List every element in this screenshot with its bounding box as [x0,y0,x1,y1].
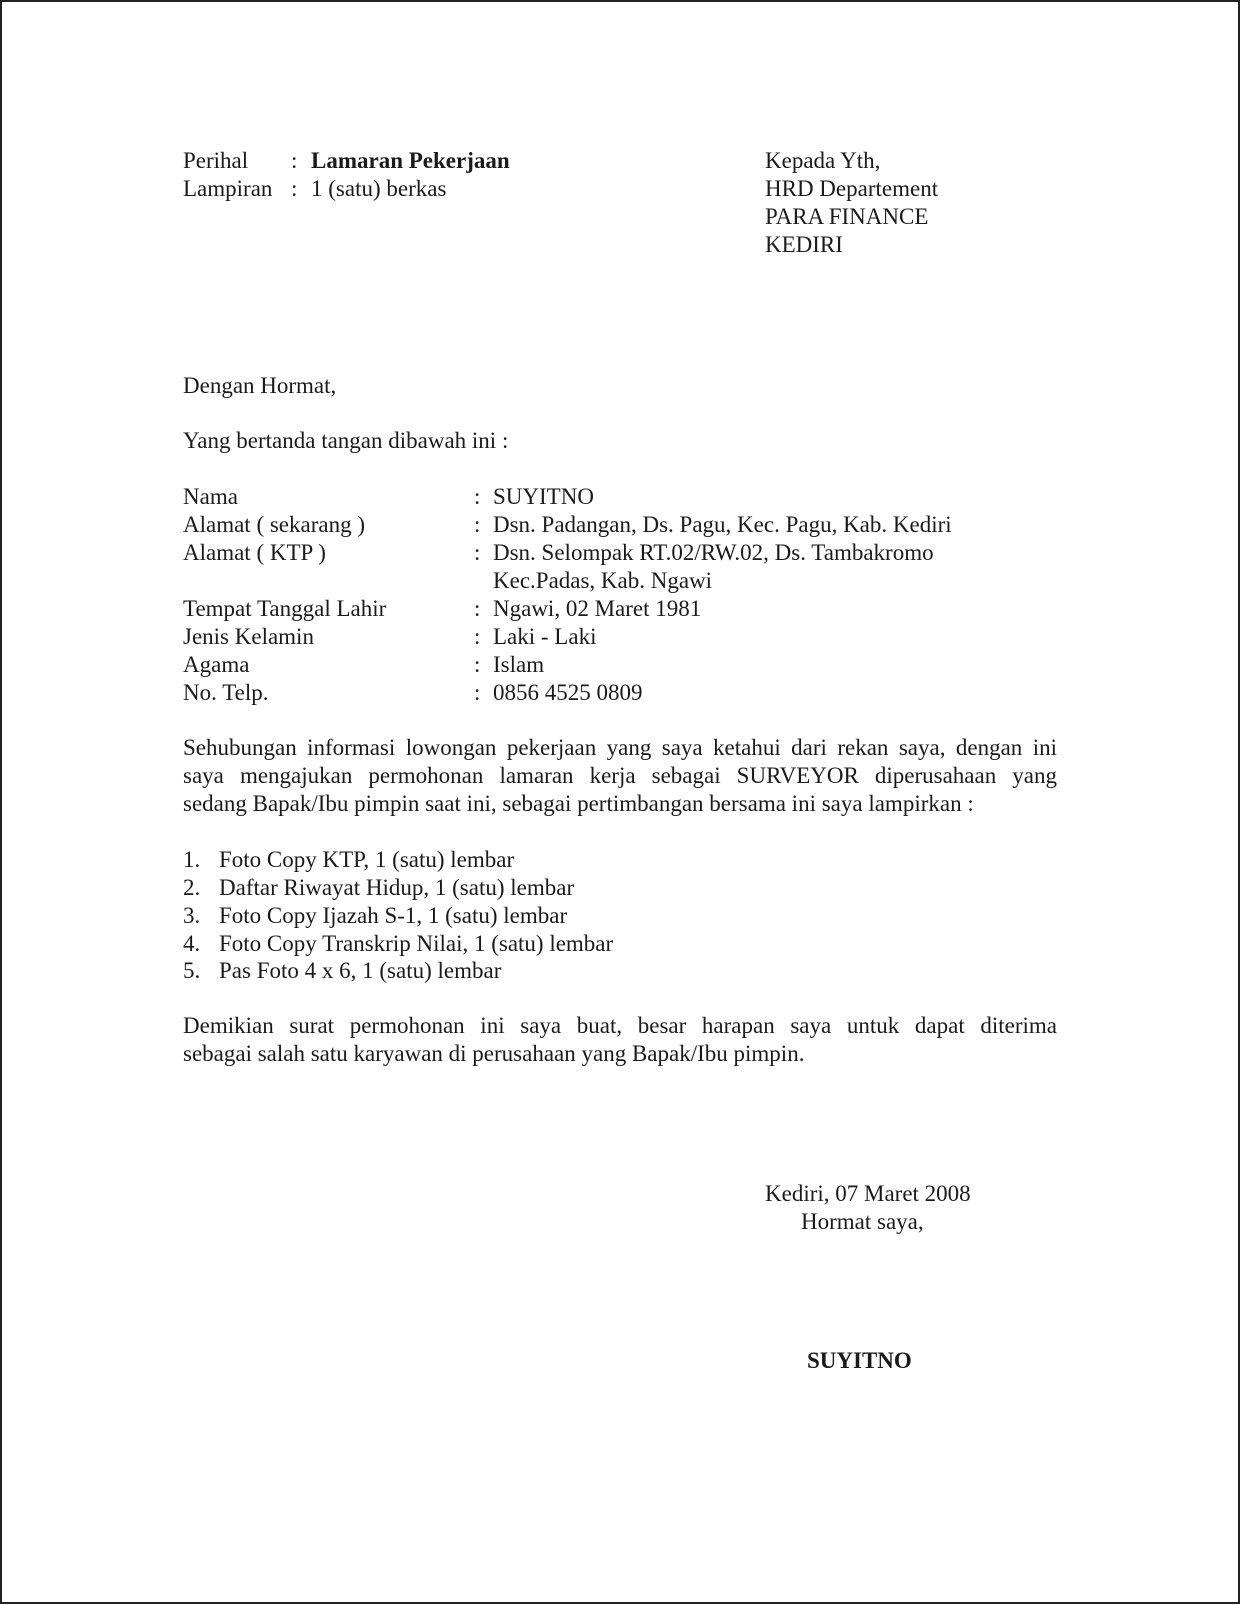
identity-colon: : [474,596,481,621]
identity-label: Agama [183,652,250,677]
intro-line: Yang bertanda tangan dibawah ini : [183,428,509,453]
attachment-item: Foto Copy KTP, 1 (satu) lembar [219,847,515,872]
attachment-number: 1. [183,847,201,872]
attachment-item: Daftar Riwayat Hidup, 1 (satu) lembar [219,875,575,900]
closing-paragraph-line: Demikian surat permohonan ini saya buat, besar harapan saya untuk dapat diterima [183,1013,1057,1038]
perihal-value: Lamaran Pekerjaan [311,148,510,173]
perihal-colon: : [291,148,298,173]
recipient-line: KEDIRI [765,232,843,257]
identity-label: No. Telp. [183,680,269,705]
lampiran-colon: : [291,176,298,201]
identity-label: Alamat ( sekarang ) [183,512,366,537]
identity-label: Tempat Tanggal Lahir [183,596,387,621]
lampiran-label: Lampiran [183,176,273,201]
attachment-number: 5. [183,958,201,983]
identity-colon: : [474,624,481,649]
identity-colon: : [474,680,481,705]
attachment-item: Foto Copy Ijazah S-1, 1 (satu) lembar [219,903,568,928]
identity-label: Alamat ( KTP ) [183,540,326,565]
identity-colon: : [474,484,481,509]
identity-value: Laki - Laki [493,624,597,649]
identity-value: Dsn. Padangan, Ds. Pagu, Kec. Pagu, Kab. Kediri [493,512,952,537]
perihal-label: Perihal [183,148,249,173]
body-paragraph-line: saya mengajukan permohonan lamaran kerja sebagai SURVEYOR diperusahaan yang [183,763,1057,788]
attachment-number: 3. [183,903,201,928]
identity-value-continued: Kec.Padas, Kab. Ngawi [493,568,713,593]
signature-place-date: Kediri, 07 Maret 2008 [765,1181,971,1206]
attachment-item: Foto Copy Transkrip Nilai, 1 (satu) lembar [219,931,614,956]
closing-paragraph [183,1012,1057,1068]
identity-colon: : [474,652,481,677]
identity-value: 0856 4525 0809 [493,680,643,705]
identity-value: Ngawi, 02 Maret 1981 [493,596,702,621]
recipient-line: HRD Departement [765,176,939,201]
identity-label: Nama [183,484,238,509]
attachment-number: 4. [183,931,201,956]
signature-name: SUYITNO [807,1348,912,1373]
recipient-line: PARA FINANCE [765,204,929,229]
identity-value: Islam [493,652,545,677]
body-paragraph-line: sedang Bapak/Ibu pimpin saat ini, sebagai pertimbangan bersama ini saya lampirkan : [183,791,974,816]
identity-label: Jenis Kelamin [183,624,314,649]
attachment-number: 2. [183,875,201,900]
identity-value: Dsn. Selompak RT.02/RW.02, Ds. Tambakromo [493,540,934,565]
identity-value: SUYITNO [493,484,594,509]
signature-salutation: Hormat saya, [801,1209,924,1234]
greeting: Dengan Hormat, [183,373,337,398]
lampiran-value: 1 (satu) berkas [311,176,447,201]
body-paragraph-line: Sehubungan informasi lowongan pekerjaan yang saya ketahui dari rekan saya, dengan ini [183,735,1057,760]
body-paragraph [183,734,1057,818]
identity-colon: : [474,540,481,565]
recipient-line: Kepada Yth, [765,148,881,173]
closing-paragraph-line: sebagai salah satu karyawan di perusahaan yang Bapak/Ibu pimpin. [183,1041,805,1066]
attachment-item: Pas Foto 4 x 6, 1 (satu) lembar [219,958,502,983]
identity-colon: : [474,512,481,537]
